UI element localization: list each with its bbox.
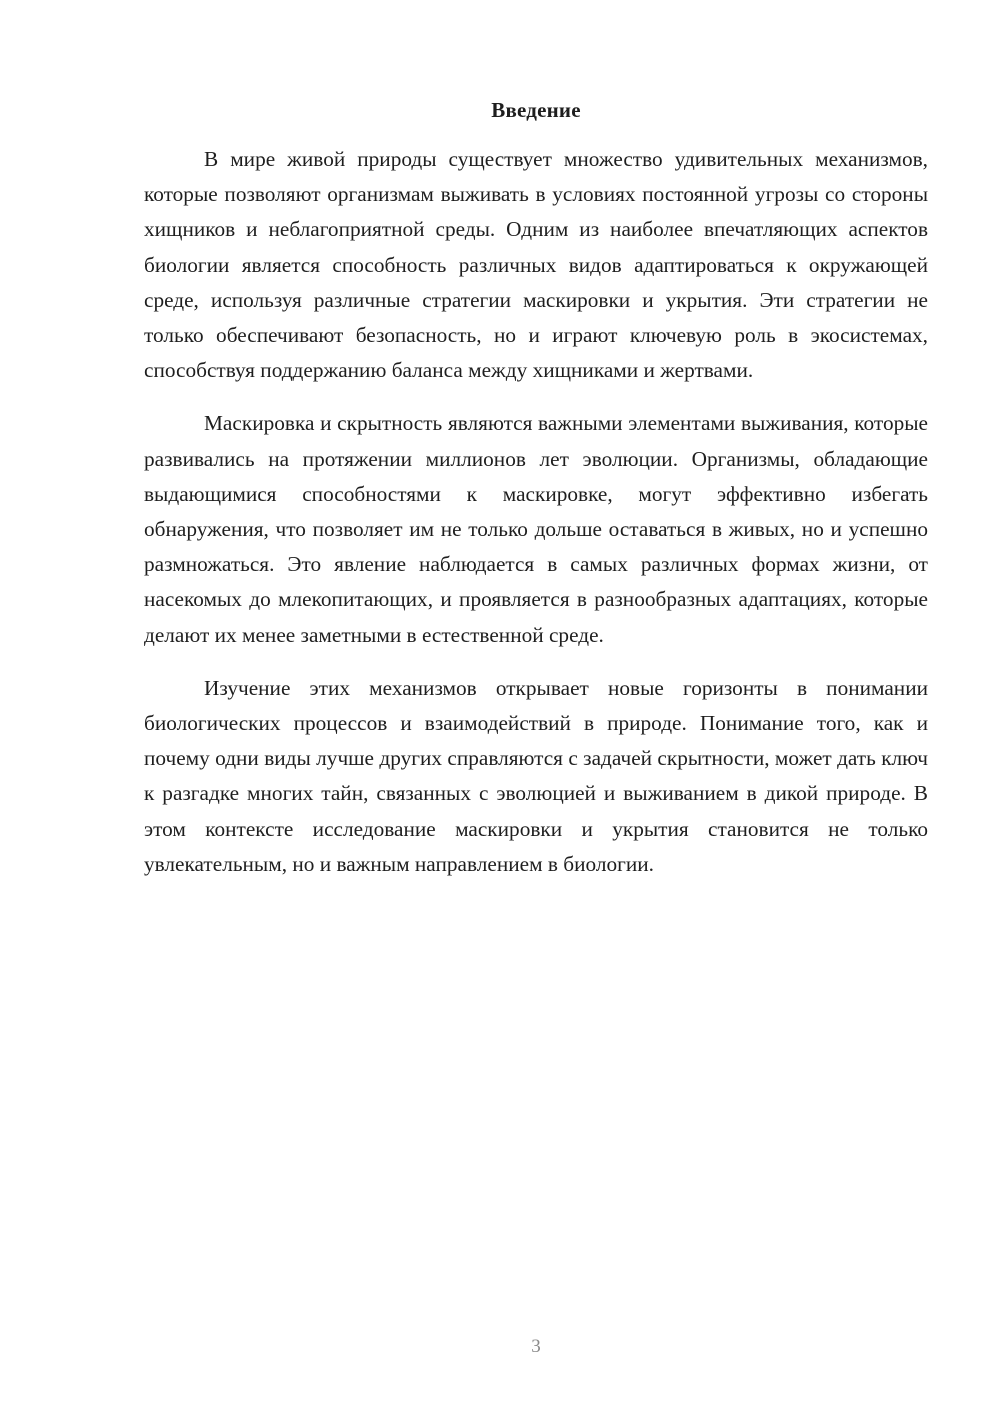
- section-heading: Введение: [491, 98, 581, 122]
- paragraph-1: В мире живой природы существует множество удивительных механизмов, которые позволяют организмам выживать в условиях постоянной угрозы со стороны хищников и неблагоприятной среды. Одним из наиболее впечатляющих аспектов биологии является способность различных видов адаптироваться к окружающей среде, используя различные стратегии маскировки и укрытия. Эти стратегии не только обеспечивают безопасность, но и играют ключевую роль в экосистемах, способствуя поддержанию баланса между хищниками и жертвами.: [144, 147, 928, 383]
- paragraph-2: Маскировка и скрытность являются важными элементами выживания, которые развивались на протяжении миллионов лет эволюции. Организмы, обладающие выдающимися способностями к маскировке, могут эффективно избегать обнаружения, что позволяет им не только дольше оставаться в живых, но и успешно размножаться. Это явление наблюдается в самых различных формах жизни, от насекомых до млекопитающих, и проявляется в разнообразных адаптациях, которые делают их менее заметными в естественной среде.: [144, 411, 928, 647]
- page-number: 3: [531, 1336, 541, 1357]
- page-content: [144, 96, 928, 900]
- paragraph-3: Изучение этих механизмов открывает новые горизонты в понимании биологических процессов и взаимодействий в природе. Понимание того, как и почему одни виды лучше других справляются с задачей скрытности, может дать ключ к разгадке многих тайн, связанных с эволюцией и выживанием в дикой природе. В этом контексте исследование маскировки и укрытия становится не только увлекательным, но и важным направлением в биологии.: [144, 675, 928, 876]
